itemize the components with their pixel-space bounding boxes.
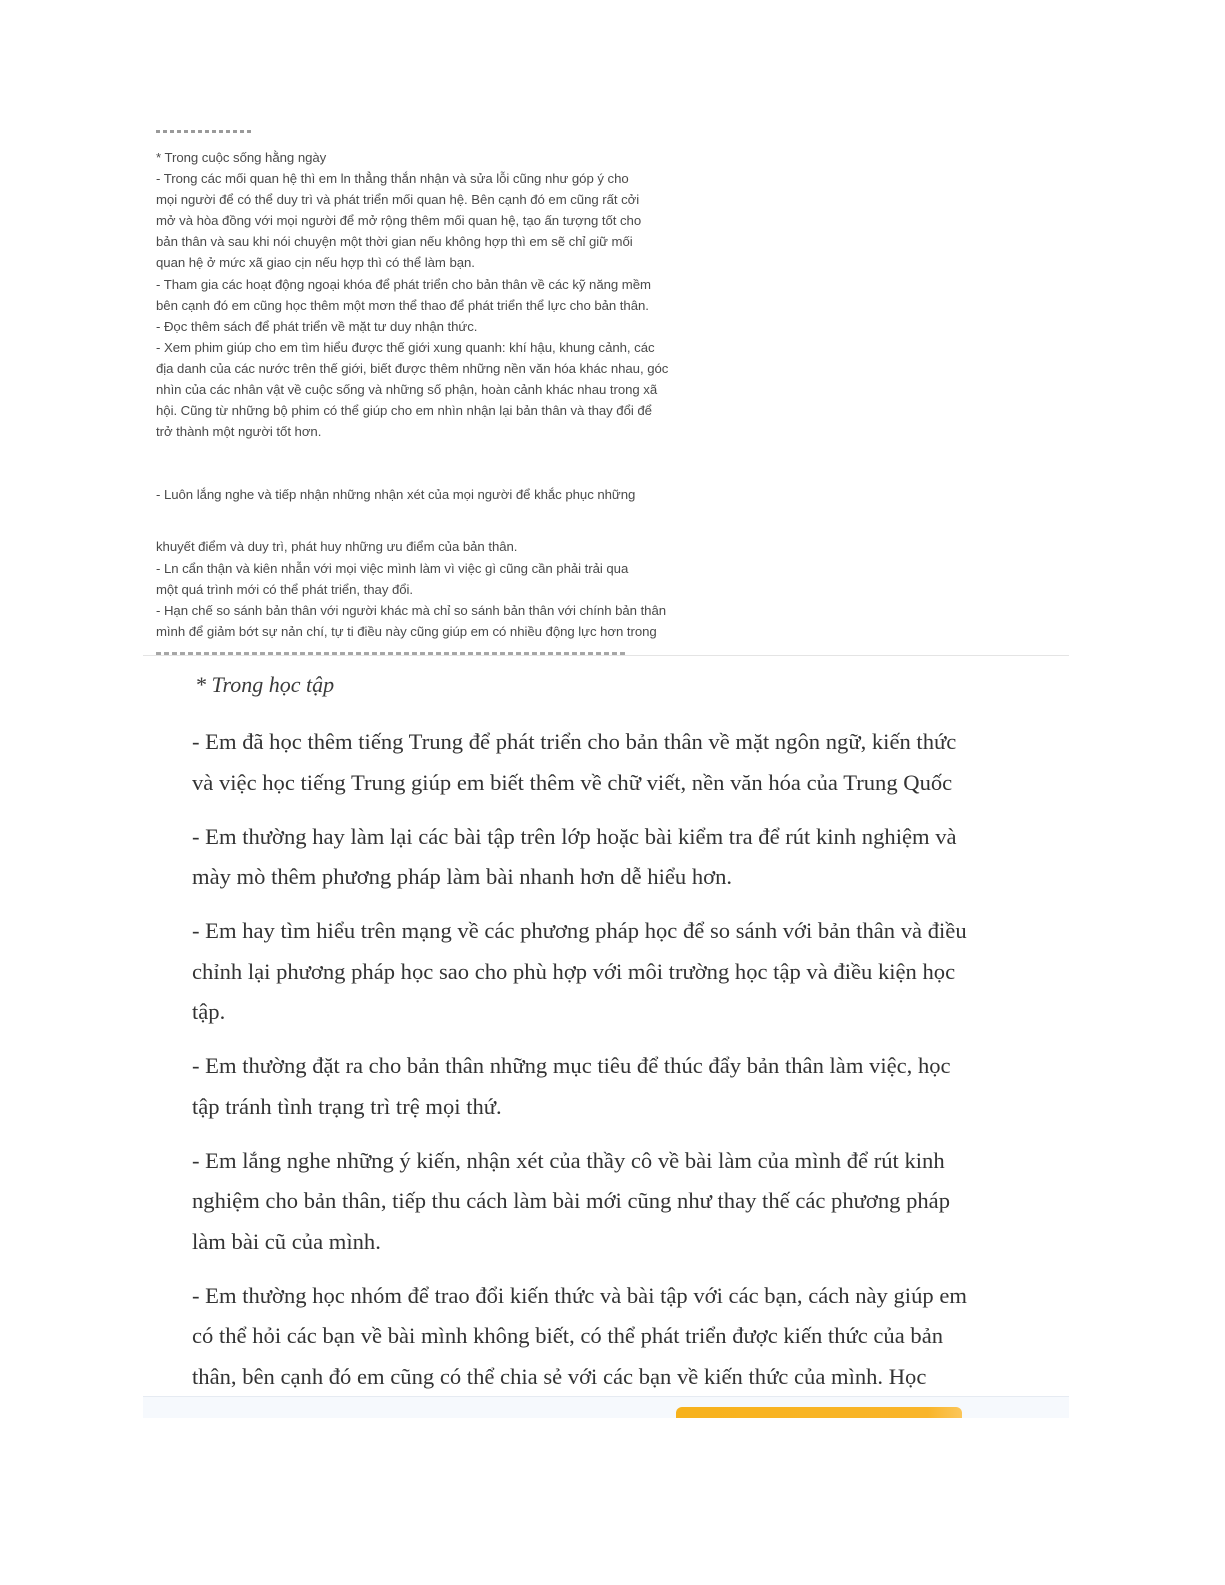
text-line: một quá trình mới có thể phát triển, thay đổi.: [156, 581, 414, 597]
text-line: địa danh của các nước trên thế giới, biết được thêm những nền văn hóa khác nhau, góc: [156, 360, 669, 376]
text-line: hội. Cũng từ những bộ phim có thể giúp cho em nhìn nhận lại bản thân và thay đổi để: [156, 403, 652, 419]
text-line: mình để giảm bớt sự nản chí, tự ti điều này cũng giúp em có nhiều động lực hơn trong: [156, 623, 657, 639]
text-line: - Em lắng nghe những ý kiến, nhận xét của thầy cô về bài làm của mình để rút kinh: [192, 1147, 945, 1173]
text-line: và việc học tiếng Trung giúp em biết thêm về chữ viết, nền văn hóa của Trung Quốc: [192, 769, 953, 795]
text-line: có thể hỏi các bạn về bài mình không biết, có thể phát triển được kiến thức của bản: [192, 1323, 944, 1349]
text-line: - Em thường học nhóm để trao đổi kiến thức và bài tập với các bạn, cách này giúp em: [192, 1282, 967, 1308]
paragraph: [192, 817, 1032, 898]
text-line: mày mò thêm phương pháp làm bài nhanh hơn dễ hiểu hơn.: [192, 864, 733, 890]
text-line: nhìn của các nhân vật về cuộc sống và những số phận, hoàn cảnh khác nhau trong xã: [156, 382, 658, 398]
text-line: chỉnh lại phương pháp học sao cho phù hợp với môi trường học tập và điều kiện học: [192, 958, 956, 984]
text-line: - Hạn chế so sánh bản thân với người khác mà chỉ so sánh bản thân với chính bản thân: [156, 602, 667, 618]
text-line: bên cạnh đó em cũng học thêm một mơn thể thao để phát triển thể lực cho bản thân.: [156, 297, 649, 313]
life-heading: * Trong cuộc sống hằng ngày: [156, 150, 327, 165]
text-line: trở thành một người tốt hơn.: [156, 424, 322, 440]
text-line: - Tham gia các hoạt động ngoại khóa để phát triển cho bản thân về các kỹ năng mềm: [156, 276, 651, 292]
text-line: mọi người để có thể duy trì và phát triển mối quan hệ. Bên cạnh đó em cũng rất cởi: [156, 192, 640, 208]
text-line: - Em thường đặt ra cho bản thân những mục tiêu để thúc đẩy bản thân làm việc, học: [192, 1053, 951, 1079]
paragraph: [192, 911, 1032, 1033]
text-line: - Xem phim giúp cho em tìm hiểu được thế giới xung quanh: khí hậu, khung cảnh, các: [156, 339, 655, 355]
paragraph: [192, 1046, 1032, 1127]
paragraph: [192, 1141, 1032, 1263]
text-line: quan hệ ở mức xã giao cịn nếu hợp thì có thể làm bạn.: [156, 255, 475, 271]
text-line: làm bài cũ của mình.: [192, 1228, 381, 1254]
text-line: - Em hay tìm hiểu trên mạng về các phương pháp học để so sánh với bản thân và điều: [192, 918, 967, 944]
study-heading: * Trong học tập: [195, 672, 335, 697]
text-line: thân, bên cạnh đó em cũng có thể chia sẻ với các bạn về kiến thức của mình. Học: [192, 1363, 927, 1389]
text-line: - Đọc thêm sách để phát triển về mặt tư duy nhận thức.: [156, 318, 478, 334]
text-line: tập tránh tình trạng trì trệ mọi thứ.: [192, 1093, 502, 1119]
text-line: - Ln cẩn thận và kiên nhẫn với mọi việc mình làm vì việc gì cũng cần phải trải qua: [156, 560, 629, 576]
text-line: khuyết điểm và duy trì, phát huy những ưu điểm của bản thân.: [156, 539, 518, 555]
text-line: mở và hòa đồng với mọi người để mở rộng thêm mối quan hệ, tạo ấn tượng tốt cho: [156, 213, 642, 229]
text-line: bản thân và sau khi nói chuyện một thời gian nếu không hợp thì em sẽ chỉ giữ mối: [156, 234, 633, 250]
text-line: nghiệm cho bản thân, tiếp thu cách làm bài mới cũng như thay thế các phương pháp: [192, 1188, 950, 1214]
text-line: - Luôn lắng nghe và tiếp nhận những nhận xét của mọi người để khắc phục những: [156, 487, 636, 503]
study-paragraphs: [192, 722, 1032, 1411]
text-line: tập.: [192, 999, 226, 1025]
text-line: - Em thường hay làm lại các bài tập trên lớp hoặc bài kiểm tra để rút kinh nghiệm và: [192, 823, 957, 849]
paragraph: [192, 722, 1032, 803]
cta-button[interactable]: [676, 1407, 962, 1418]
text-line: - Em đã học thêm tiếng Trung để phát triển cho bản thân về mặt ngôn ngữ, kiến thức: [192, 729, 957, 754]
clipped-text-top: [156, 128, 276, 136]
text-line: - Trong các mối quan hệ thì em ln thẳng thắn nhận và sửa lỗi cũng như góp ý cho: [156, 171, 629, 187]
paragraph: [192, 1276, 1032, 1398]
study-section-screenshot: [143, 656, 1069, 1418]
life-section-text: [156, 147, 726, 642]
life-section-screenshot: [143, 128, 1069, 656]
clipped-text-bottom: [156, 649, 656, 655]
